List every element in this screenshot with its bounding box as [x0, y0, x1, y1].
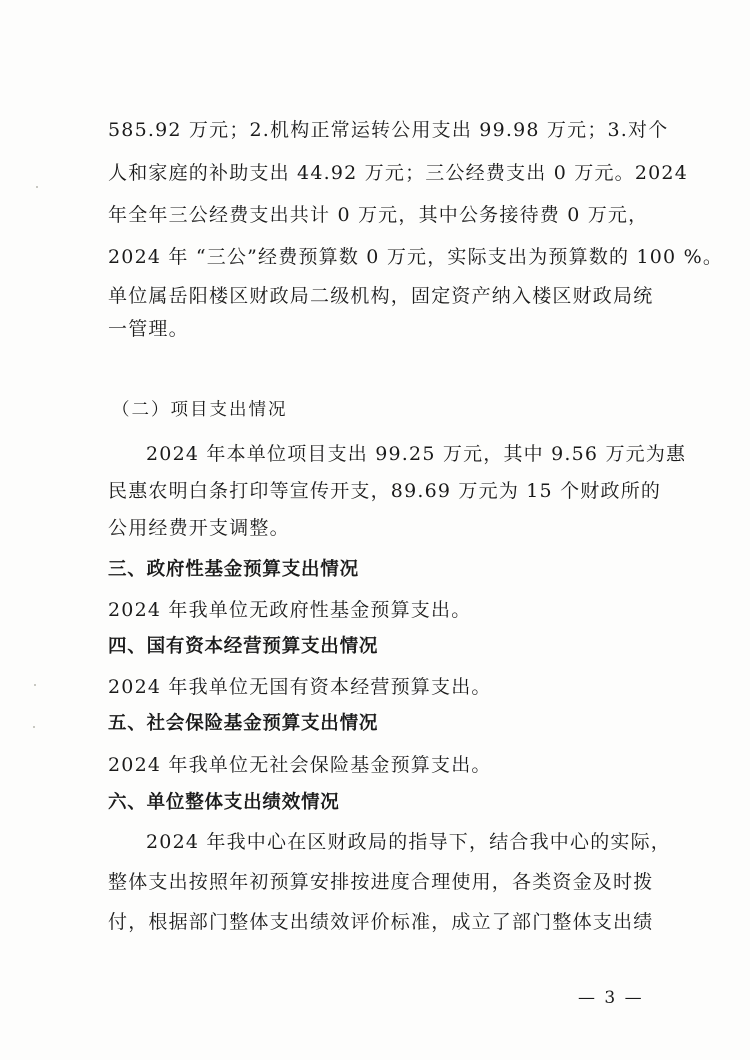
body-text-line: 民惠农明白条打印等宣传开支，89.69 万元为 15 个财政所的	[108, 480, 662, 502]
body-text-line: 2024 年本单位项目支出 99.25 万元，其中 9.56 万元为惠	[146, 443, 687, 465]
scan-speck	[36, 186, 38, 188]
body-text-line: 公用经费开支调整。	[108, 517, 290, 539]
page-number: — 3 —	[578, 988, 644, 1008]
section-heading: 三、政府性基金预算支出情况	[108, 559, 359, 580]
body-text-line: 单位属岳阳楼区财政局二级机构，固定资产纳入楼区财政局统	[108, 285, 654, 307]
body-text-line: 整体支出按照年初预算安排按进度合理使用，各类资金及时拨	[108, 871, 654, 893]
section-heading: 六、单位整体支出绩效情况	[108, 792, 340, 813]
body-text-line: 一管理。	[108, 318, 189, 340]
body-text-line: 2024 年我单位无政府性基金预算支出。	[108, 599, 472, 621]
body-text-line: 2024 年我单位无社会保险基金预算支出。	[108, 754, 492, 776]
scan-speck	[34, 684, 36, 686]
scan-speck	[33, 726, 35, 728]
body-text-line: 2024 年我中心在区财政局的指导下，结合我中心的实际，	[146, 831, 671, 853]
subsection-heading: （二）项目支出情况	[112, 400, 288, 420]
body-text-line: 2024 年我单位无国有资本经营预算支出。	[108, 676, 492, 698]
body-text-line: 585.92 万元；2.机构正常运转公用支出 99.98 万元；3.对个	[108, 119, 669, 141]
body-text-line: 2024 年 “三公”经费预算数 0 万元，实际支出为预算数的 100 %。	[108, 246, 724, 268]
section-heading: 五、社会保险基金预算支出情况	[108, 713, 379, 734]
body-text-line: 人和家庭的补助支出 44.92 万元；三公经费支出 0 万元。2024	[108, 162, 688, 184]
body-text-line: 付，根据部门整体支出绩效评价标准，成立了部门整体支出绩	[108, 911, 654, 933]
section-heading: 四、国有资本经营预算支出情况	[108, 636, 379, 657]
body-text-line: 年全年三公经费支出共计 0 万元，其中公务接待费 0 万元，	[108, 204, 649, 226]
